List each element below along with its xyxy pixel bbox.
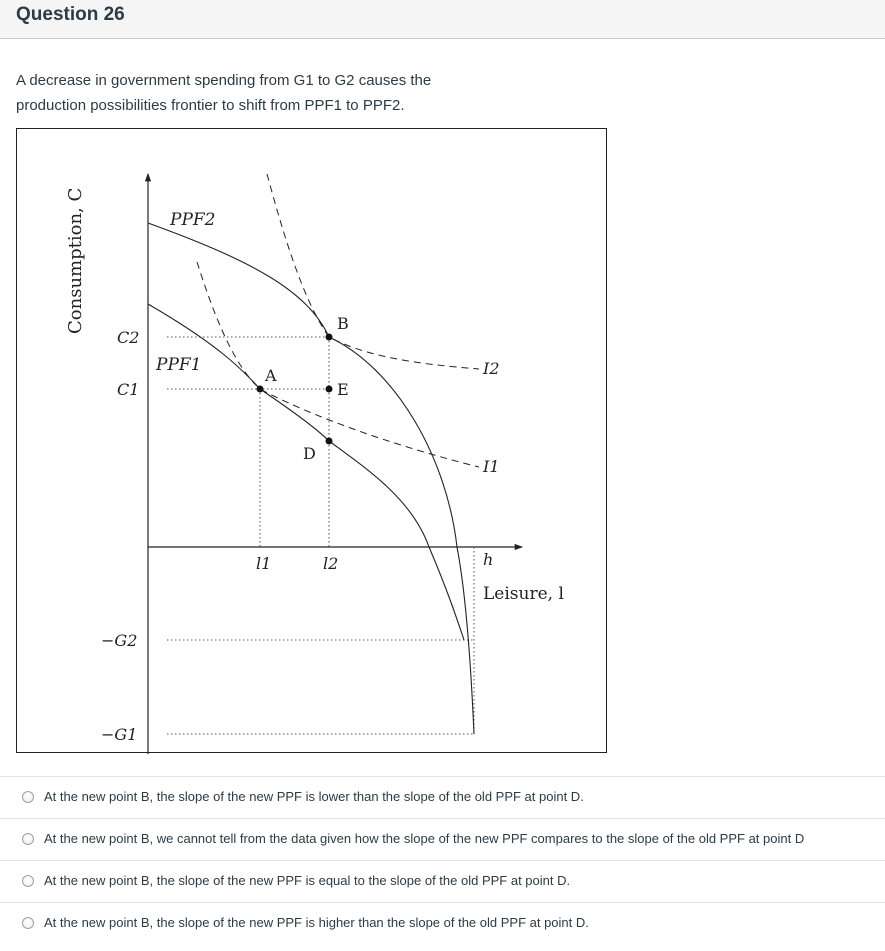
y-axis-title: Consumption, C xyxy=(65,187,86,334)
point-b-dot xyxy=(326,334,333,341)
ppf-diagram xyxy=(16,128,607,753)
answer-label-3[interactable]: At the new point B, the slope of the new PPF is equal to the slope of the old PPF at point D. xyxy=(44,873,571,888)
h-label: h xyxy=(483,550,494,569)
i2-label: I2 xyxy=(483,359,500,378)
answer-list xyxy=(0,776,885,944)
ppf2-curve xyxy=(148,223,474,734)
l2-label: l2 xyxy=(323,554,339,573)
answer-option-1[interactable] xyxy=(0,776,885,818)
point-e-label: E xyxy=(337,380,349,399)
ppf2-label: PPF2 xyxy=(170,210,216,230)
x-axis-title: Leisure, l xyxy=(483,584,564,604)
question-header xyxy=(0,0,885,39)
answer-label-1[interactable]: At the new point B, the slope of the new PPF is lower than the slope of the old PPF at point D. xyxy=(44,789,584,804)
ppf-diagram-svg xyxy=(17,129,608,754)
radio-button-3[interactable] xyxy=(22,875,34,887)
point-d-dot xyxy=(326,438,333,445)
l1-label: l1 xyxy=(256,554,272,573)
i1-label: I1 xyxy=(483,457,500,476)
neg-g1-label: −G1 xyxy=(101,725,138,744)
point-a-label: A xyxy=(265,366,277,385)
answer-label-4[interactable]: At the new point B, the slope of the new PPF is higher than the slope of the old PPF at point D. xyxy=(44,915,589,930)
answer-label-2[interactable]: At the new point B, we cannot tell from the data given how the slope of the new PPF compares to the slope of the old PPF at point D xyxy=(44,831,805,846)
indifference-curve-i2 xyxy=(267,174,479,369)
c1-label: C1 xyxy=(117,380,140,399)
question-text-line-2: production possibilities frontier to shift from PPF1 to PPF2. xyxy=(16,97,405,114)
point-b-label: B xyxy=(337,314,349,333)
point-e-dot xyxy=(326,386,333,393)
neg-g2-label: −G2 xyxy=(101,631,138,650)
answer-option-3[interactable] xyxy=(0,860,885,902)
ppf1-label: PPF1 xyxy=(156,355,202,375)
radio-button-2[interactable] xyxy=(22,833,34,845)
c2-label: C2 xyxy=(117,328,140,347)
radio-button-4[interactable] xyxy=(22,917,34,929)
question-text-line-1: A decrease in government spending from G1 to G2 causes the xyxy=(16,72,432,89)
answer-option-2[interactable] xyxy=(0,818,885,860)
question-title: Question 26 xyxy=(16,4,125,25)
indifference-curve-i1 xyxy=(197,262,479,467)
point-a-dot xyxy=(257,386,264,393)
question-text xyxy=(16,68,516,118)
point-d-label: D xyxy=(303,444,316,463)
answer-option-4[interactable] xyxy=(0,902,885,944)
radio-button-1[interactable] xyxy=(22,791,34,803)
